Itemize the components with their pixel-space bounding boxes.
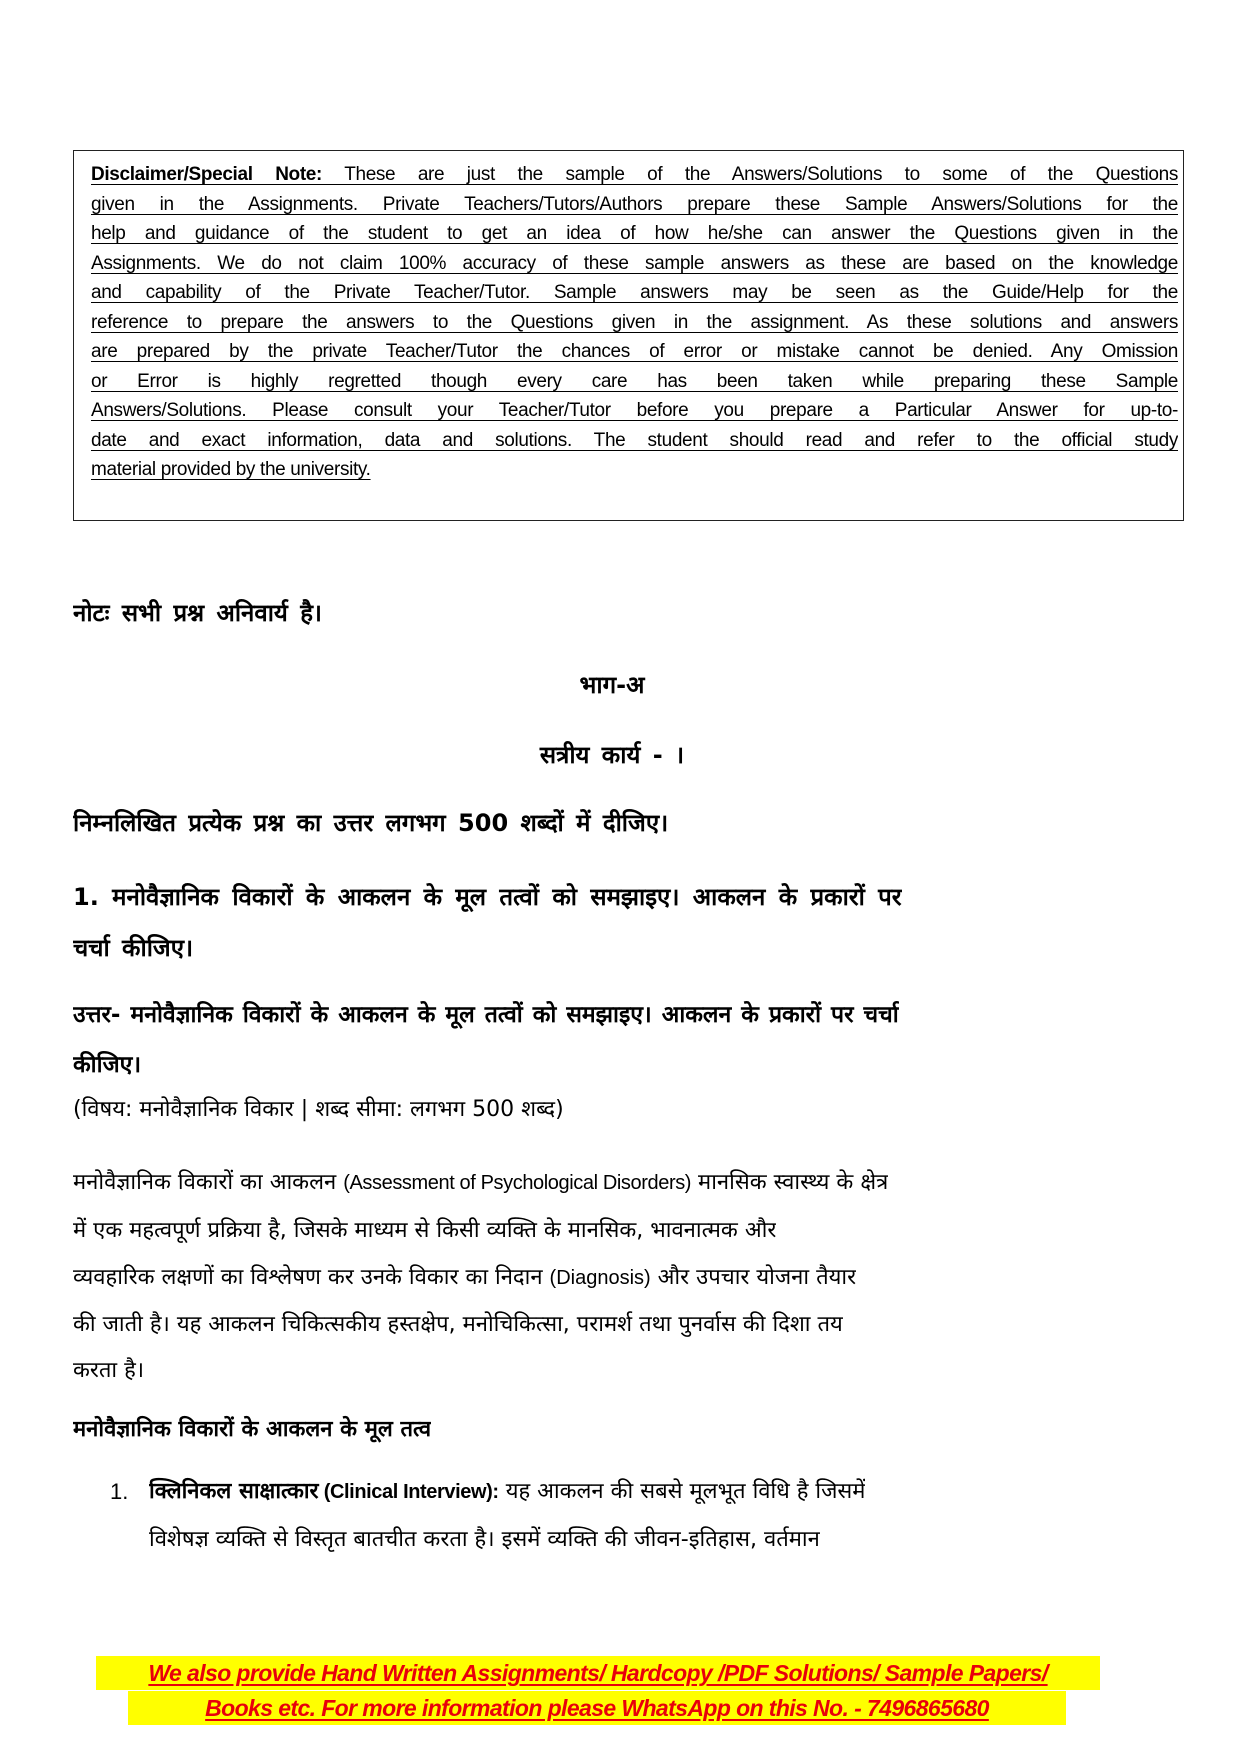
question-line: 1. मनोवैज्ञानिक विकारों के आकलन के मूल तत्वों को समझाइए। आकलन के प्रकारों पर xyxy=(73,883,902,911)
footer-promo-line: Books etc. For more information please WhatsApp on this No. - 7496865680 xyxy=(128,1691,1066,1725)
disclaimer-text: These are just the sample of the Answers/Solutions to some of the Questions xyxy=(322,164,1178,185)
disclaimer-line: are prepared by the private Teacher/Tutor the chances of error or mistake cannot be denied. Any Omission xyxy=(91,341,1178,362)
disclaimer-box xyxy=(73,150,1184,521)
list-item-title: क्लिनिकल साक्षात्कार xyxy=(149,1479,319,1504)
paragraph-text: मानसिक स्वास्थ्य के क्षेत्र xyxy=(691,1170,889,1195)
disclaimer-line: help and guidance of the student to get an idea of how he/she can answer the Questions given in the xyxy=(91,223,1178,244)
disclaimer-line xyxy=(91,163,1178,189)
disclaimer-line: Assignments. We do not claim 100% accuracy of these sample answers as these are based on the knowledge xyxy=(91,253,1178,274)
footer-promo-line: We also provide Hand Written Assignments/ Hardcopy /PDF Solutions/ Sample Papers/ xyxy=(96,1656,1100,1690)
paragraph-english-term: (Diagnosis) xyxy=(549,1267,651,1289)
list-item-line xyxy=(149,1475,865,1509)
question-line: चर्चा कीजिए। xyxy=(73,934,194,962)
answer-heading-line: उत्तर- मनोवैज्ञानिक विकारों के आकलन के मूल तत्वों को समझाइए। आकलन के प्रकारों पर चर्चा xyxy=(73,1002,899,1028)
paragraph-line: में एक महत्वपूर्ण प्रक्रिया है, जिसके माध्यम से किसी व्यक्ति के मानसिक, भावनात्मक और xyxy=(73,1218,777,1243)
paragraph-text: और उपचार योजना तैयार xyxy=(650,1265,857,1290)
disclaimer-line: date and exact information, data and solutions. The student should read and refer to the official study xyxy=(91,430,1178,451)
note-text: नोटः सभी प्रश्न अनिवार्य है। xyxy=(73,599,323,627)
list-number: 1. xyxy=(110,1479,129,1504)
answer-heading-line: कीजिए। xyxy=(73,1052,142,1078)
disclaimer-line: or Error is highly regretted though every care has been taken while preparing these Sample xyxy=(91,371,1178,392)
disclaimer-line: and capability of the Private Teacher/Tutor. Sample answers may be seen as the Guide/Help for the xyxy=(91,282,1178,303)
disclaimer-line: Answers/Solutions. Please consult your Teacher/Tutor before you prepare a Particular Answer for up-to- xyxy=(91,400,1178,421)
paragraph-english-term: (Assessment of Psychological Disorders) xyxy=(343,1172,692,1194)
subheading: मनोवैज्ञानिक विकारों के आकलन के मूल तत्व xyxy=(73,1417,432,1442)
disclaimer-line: material provided by the university. xyxy=(91,459,371,480)
disclaimer-label: Disclaimer/Special Note: xyxy=(91,164,322,185)
instruction-text: निम्नलिखित प्रत्येक प्रश्न का उत्तर लगभग 500 शब्दों में दीजिए। xyxy=(73,809,669,837)
disclaimer-line: given in the Assignments. Private Teachers/Tutors/Authors prepare these Sample Answers/Solutions for the xyxy=(91,194,1178,215)
paragraph-text: मनोवैज्ञानिक विकारों का आकलन xyxy=(73,1170,344,1195)
paragraph-line: की जाती है। यह आकलन चिकित्सकीय हस्तक्षेप, मनोचिकित्सा, परामर्श तथा पुनर्वास की दिशा तय xyxy=(73,1312,843,1337)
list-item-text: यह आकलन की सबसे मूलभूत विधि है जिसमें xyxy=(498,1479,866,1504)
list-item-title-english: (Clinical Interview): xyxy=(318,1481,499,1503)
section-heading: भाग-अ xyxy=(579,671,645,699)
assignment-heading: सत्रीय कार्य - । xyxy=(539,741,685,769)
paragraph-text: व्यवहारिक लक्षणों का विश्लेषण कर उनके विकार का निदान xyxy=(73,1265,550,1290)
paragraph-line: करता है। xyxy=(73,1358,145,1383)
answer-meta: (विषय: मनोवैज्ञानिक विकार | शब्द सीमा: लगभग 500 शब्द) xyxy=(73,1097,564,1122)
list-item-line: विशेषज्ञ व्यक्ति से विस्तृत बातचीत करता है। इसमें व्यक्ति की जीवन-इतिहास, वर्तमान xyxy=(149,1527,820,1552)
paragraph-line xyxy=(73,1261,856,1295)
disclaimer-line: reference to prepare the answers to the Questions given in the assignment. As these solutions and answers xyxy=(91,312,1178,333)
paragraph-line xyxy=(73,1166,888,1200)
